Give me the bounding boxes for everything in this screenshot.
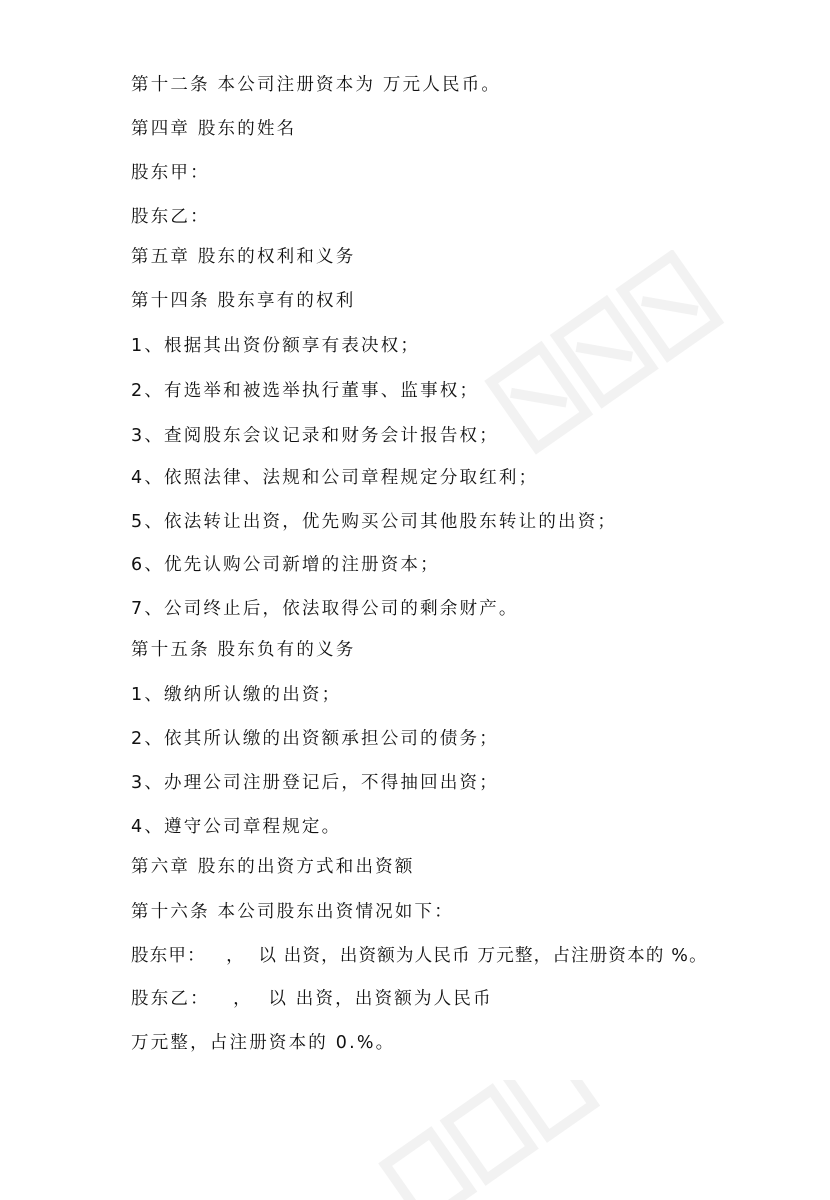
article-12-line: 第十二条 本公司注册资本为 万元人民币。 bbox=[131, 75, 502, 95]
obligation-item-2: 2、依其所认缴的出资额承担公司的债务； bbox=[131, 729, 499, 749]
right-item-2: 2、有选举和被选举执行董事、监事权； bbox=[131, 381, 480, 401]
stamp-watermark-icon bbox=[360, 1080, 620, 1200]
article-15-heading: 第十五条 股东负有的义务 bbox=[131, 640, 356, 660]
right-item-5: 5、依法转让出资，优先购买公司其他股东转让的出资； bbox=[131, 512, 618, 532]
right-item-4: 4、依照法律、法规和公司章程规定分取红利； bbox=[131, 468, 539, 488]
right-item-7: 7、公司终止后，依法取得公司的剩余财产。 bbox=[131, 599, 519, 619]
article-16-heading: 第十六条 本公司股东出资情况如下： bbox=[131, 902, 454, 922]
shareholder-a-contribution: 股东甲： ， 以 出资，出资额为人民币 万元整，占注册资本的 %。 bbox=[131, 946, 708, 966]
chapter-6-heading: 第六章 股东的出资方式和出资额 bbox=[131, 857, 415, 877]
right-item-6: 6、优先认购公司新增的注册资本； bbox=[131, 555, 440, 575]
obligation-item-1: 1、缴纳所认缴的出资； bbox=[131, 685, 342, 705]
shareholder-b-contribution-cont: 万元整，占注册资本的 0.%。 bbox=[131, 1033, 396, 1053]
shareholder-a-name: 股东甲： bbox=[131, 163, 210, 183]
stamp-watermark-icon bbox=[470, 250, 750, 470]
chapter-5-heading: 第五章 股东的权利和义务 bbox=[131, 247, 356, 267]
article-14-heading: 第十四条 股东享有的权利 bbox=[131, 291, 356, 311]
shareholder-b-name: 股东乙： bbox=[131, 207, 210, 227]
right-item-1: 1、根据其出资份额享有表决权； bbox=[131, 336, 421, 356]
obligation-item-4: 4、遵守公司章程规定。 bbox=[131, 817, 342, 837]
right-item-3: 3、查阅股东会议记录和财务会计报告权； bbox=[131, 426, 499, 446]
shareholder-b-contribution: 股东乙： ， 以 出资，出资额为人民币 bbox=[131, 989, 493, 1009]
obligation-item-3: 3、办理公司注册登记后，不得抽回出资； bbox=[131, 773, 499, 793]
chapter-4-heading: 第四章 股东的姓名 bbox=[131, 119, 297, 139]
